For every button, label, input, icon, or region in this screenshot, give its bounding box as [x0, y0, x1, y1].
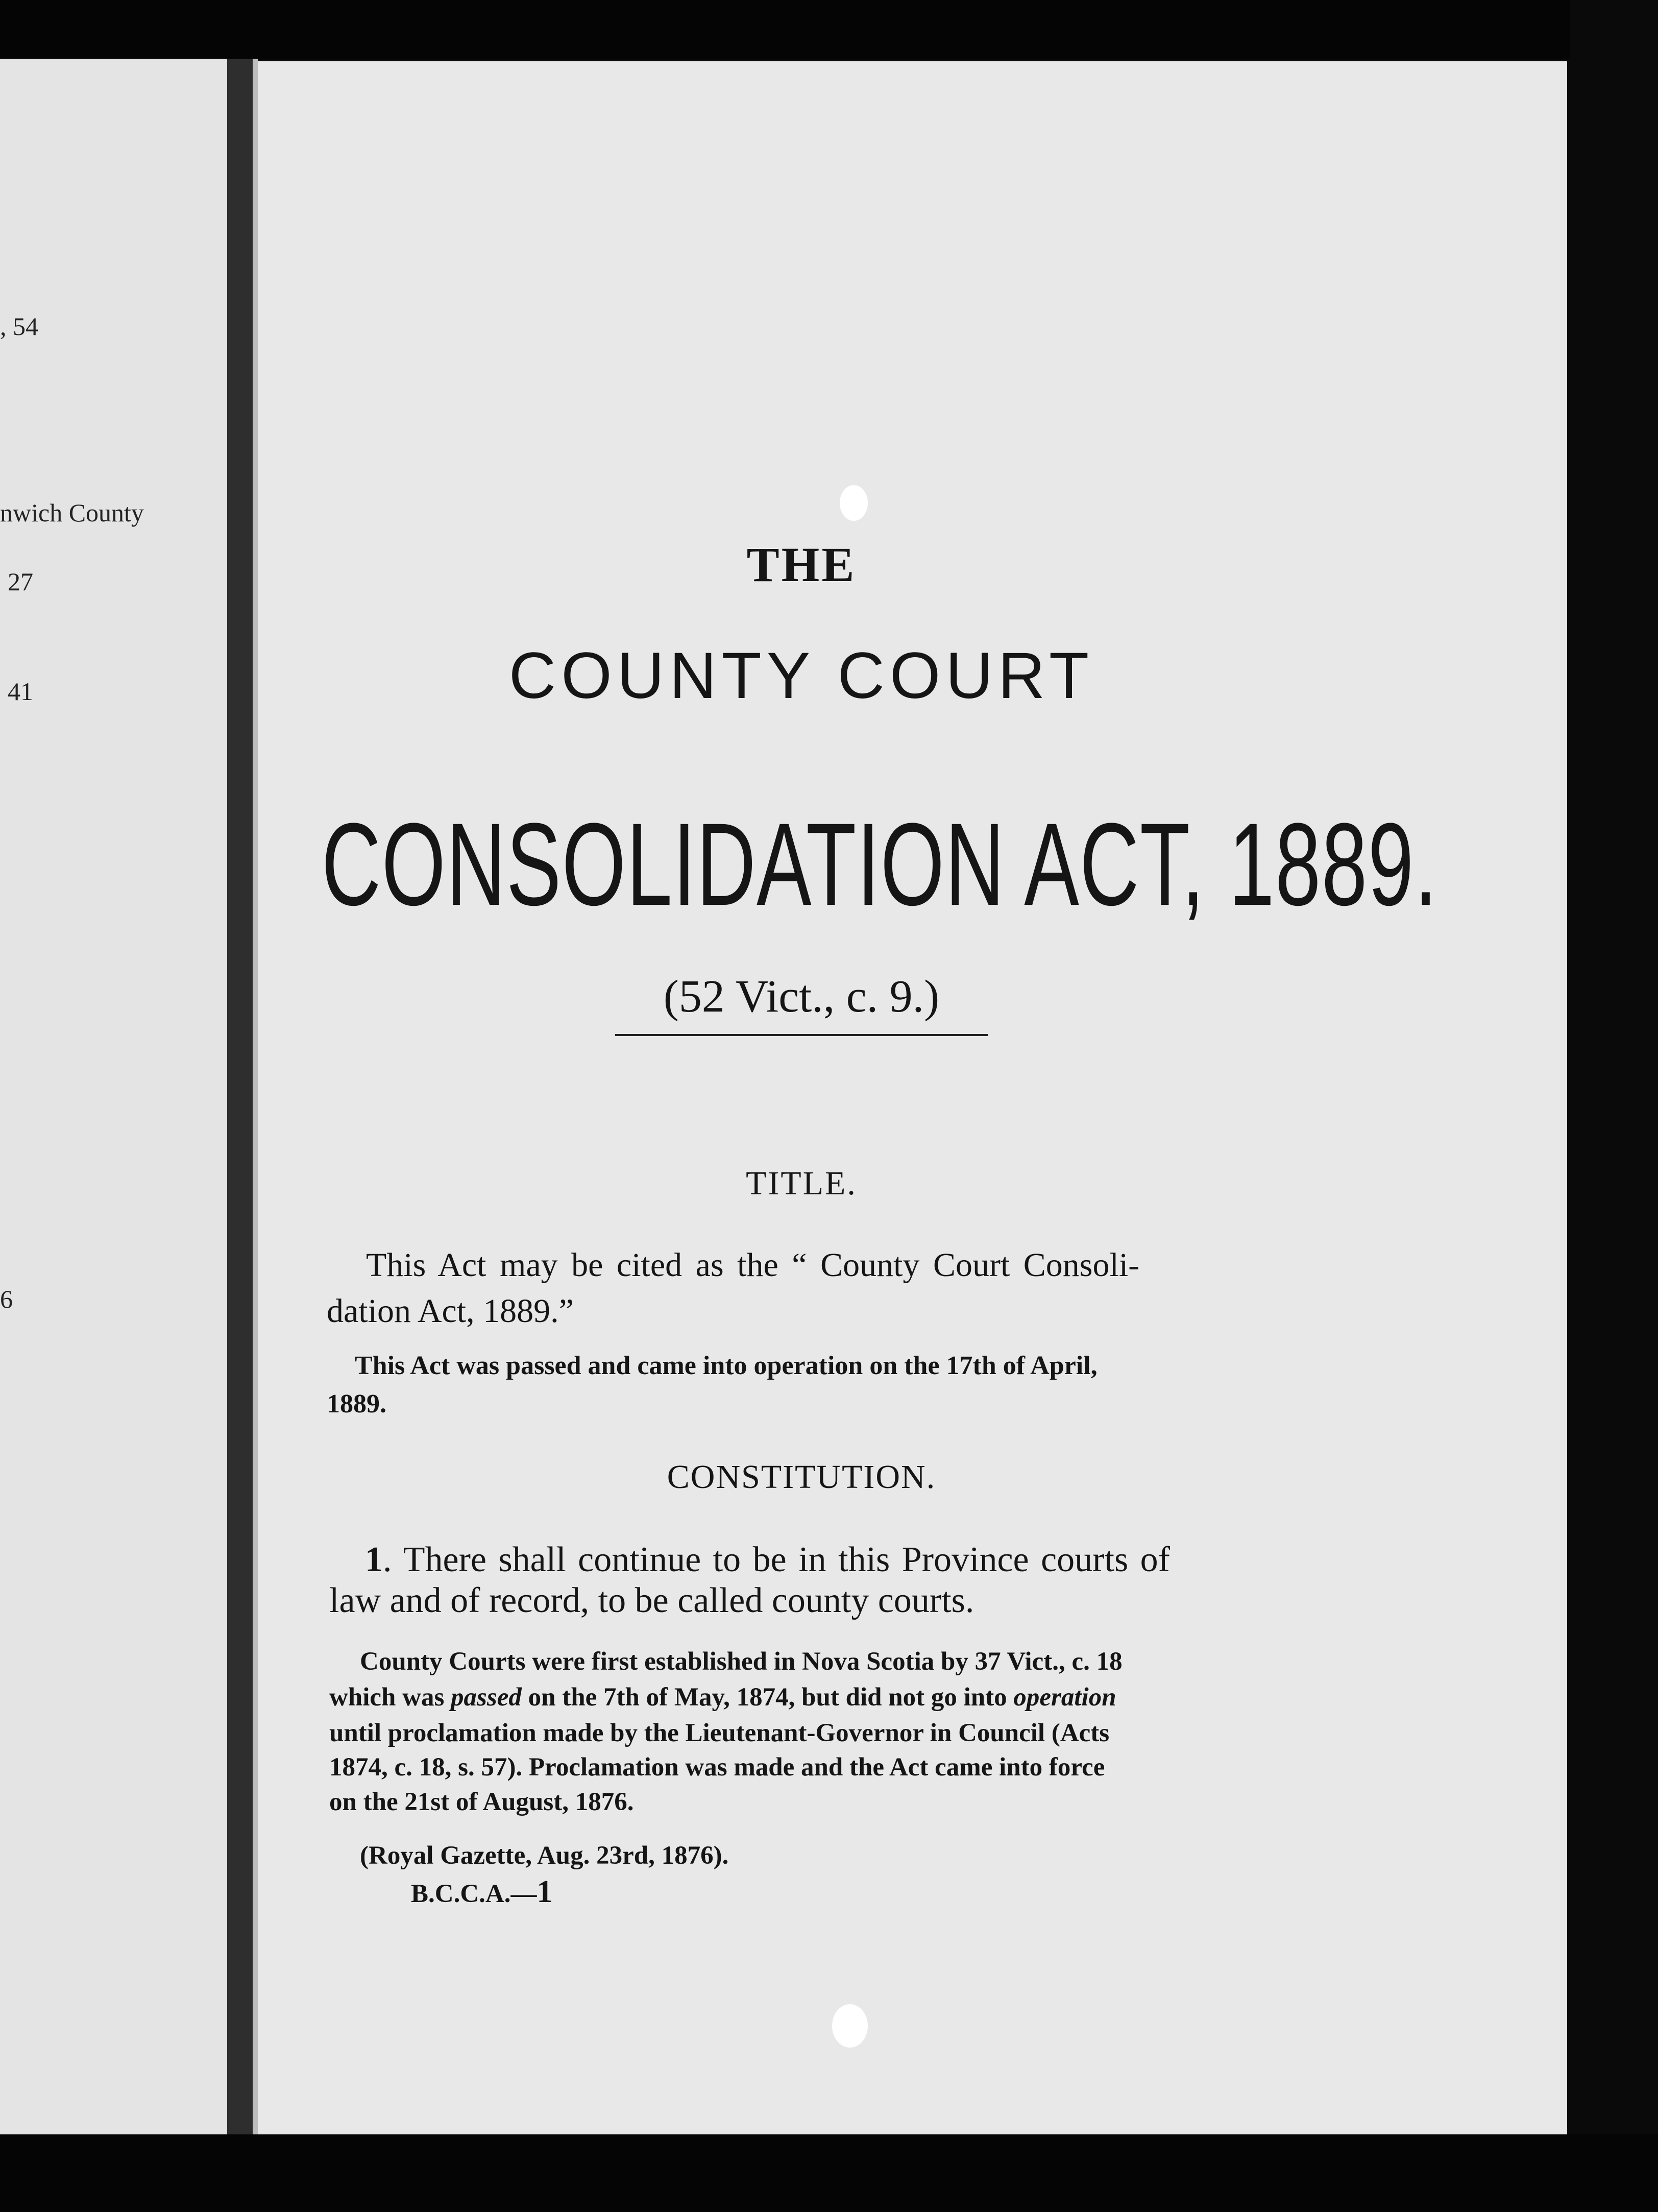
- document-page: [258, 61, 1567, 2134]
- historical-note: County Courts were first established in Nova Scotia by 37 Vict., c. 18: [360, 1647, 1123, 1676]
- passed-note: This Act was passed and came into operation on the 17th of April,: [355, 1351, 1098, 1380]
- short-title-text: This Act may be cited as the “ County Court Consoli-: [366, 1246, 1140, 1284]
- gazette-reference: (Royal Gazette, Aug. 23rd, 1876).: [360, 1841, 729, 1870]
- section-1-text: [365, 1540, 1170, 1580]
- prev-page-text: 41: [8, 677, 33, 706]
- prev-page-text: nwich County: [0, 498, 144, 527]
- note-emphasis: operation: [1013, 1683, 1116, 1712]
- scan-speck: [840, 485, 868, 521]
- note-text: on the 7th of May, 1874, but did not go into: [521, 1683, 1014, 1712]
- signature-label: B.C.C.A.—: [411, 1880, 537, 1908]
- short-title-text: dation Act, 1889.”: [327, 1292, 574, 1330]
- prev-page-text: 27: [8, 567, 33, 596]
- heading-title: TITLE.: [746, 1165, 857, 1202]
- passed-note: 1889.: [327, 1389, 386, 1418]
- scan-frame-bottom: [0, 2134, 1658, 2212]
- section-1-text: law and of record, to be called county courts.: [329, 1581, 974, 1620]
- statute-citation: (52 Vict., c. 9.): [663, 971, 940, 1022]
- historical-note: until proclamation made by the Lieutenant-Governor in Council (Acts: [329, 1719, 1110, 1747]
- prev-page-text: , 54: [0, 312, 38, 341]
- section-1-line: . There shall continue to be in this Province courts of: [383, 1540, 1170, 1579]
- prev-page-text: 6: [0, 1285, 13, 1313]
- title-divider: [615, 1034, 988, 1036]
- gutter-edge: [253, 59, 258, 2134]
- title-consolidation-act: CONSOLIDATION ACT, 1889.: [322, 799, 1438, 930]
- signature-mark: [411, 1874, 553, 1910]
- note-emphasis: passed: [451, 1683, 522, 1712]
- signature-number: 1: [537, 1874, 553, 1909]
- scan-frame-right: [1570, 0, 1658, 2212]
- note-text: which was: [329, 1683, 451, 1712]
- title-the: THE: [746, 537, 857, 592]
- title-county-court: COUNTY COURT: [508, 639, 1094, 712]
- scan-frame-top: [0, 0, 1658, 59]
- historical-note: on the 21st of August, 1876.: [329, 1788, 634, 1816]
- historical-note: 1874, c. 18, s. 57). Proclamation was made and the Act came into force: [329, 1753, 1105, 1782]
- book-gutter: [227, 59, 253, 2134]
- heading-constitution: CONSTITUTION.: [667, 1458, 936, 1496]
- scan-speck: [832, 2004, 868, 2048]
- section-number: 1: [365, 1540, 383, 1579]
- previous-page-fragment: [0, 59, 227, 2134]
- historical-note: [329, 1682, 1116, 1712]
